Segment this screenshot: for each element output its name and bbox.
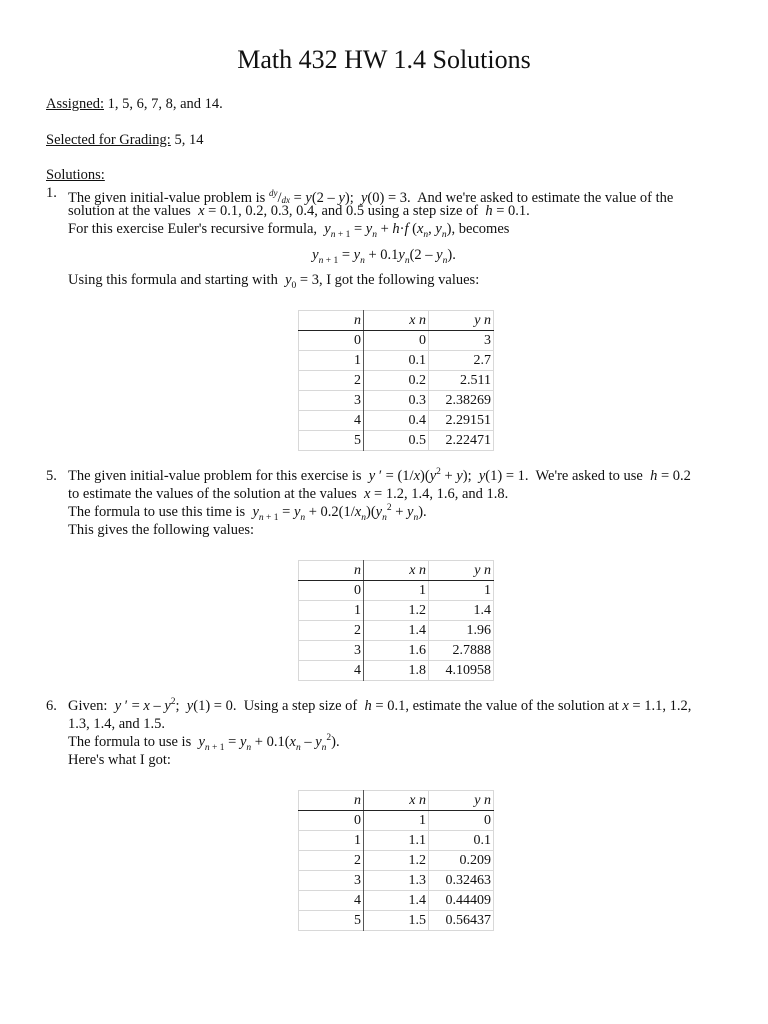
table-row bbox=[299, 581, 494, 601]
cell-n: 5 bbox=[299, 431, 364, 451]
cell-x: 1.4 bbox=[364, 621, 429, 641]
cell-n: 3 bbox=[299, 641, 364, 661]
cell-y: 0.1 bbox=[429, 831, 494, 851]
cell-y: 1.96 bbox=[429, 621, 494, 641]
cell-y: 2.29151 bbox=[429, 411, 494, 431]
problem-5-table bbox=[298, 560, 494, 681]
problem-1-formula: $y_{n + 1} = y_n + 0.1y_n(2 - y_n)$. bbox=[312, 247, 456, 266]
problem-1-line-2: solution at the values x = 0.1, 0.2, 0.3, 0.4, and 0.5 using a step size of h = 0.1. bbox=[68, 203, 530, 219]
table-row bbox=[299, 641, 494, 661]
assigned-line bbox=[46, 95, 223, 113]
cell-x: 1.2 bbox=[364, 601, 429, 621]
page-title: Math 432 HW 1.4 Solutions bbox=[237, 45, 531, 74]
table-row bbox=[299, 331, 494, 351]
problem-5-line-4: This gives the following values: bbox=[68, 522, 255, 538]
solutions-heading: Solutions: bbox=[46, 167, 105, 183]
table-row bbox=[299, 371, 494, 391]
cell-y: 2.22471 bbox=[429, 431, 494, 451]
problem-1-number: 1. bbox=[46, 185, 57, 201]
cell-x: 0.1 bbox=[364, 351, 429, 371]
header-yn: y n bbox=[429, 791, 494, 811]
cell-x: 1 bbox=[364, 811, 429, 831]
cell-n: 0 bbox=[299, 331, 364, 351]
problem-5-number: 5. bbox=[46, 468, 57, 484]
cell-n: 4 bbox=[299, 661, 364, 681]
header-n: n bbox=[299, 791, 364, 811]
grading-line bbox=[46, 131, 203, 149]
cell-n: 0 bbox=[299, 811, 364, 831]
cell-n: 1 bbox=[299, 831, 364, 851]
cell-y: 0.44409 bbox=[429, 891, 494, 911]
cell-x: 1.8 bbox=[364, 661, 429, 681]
cell-n: 0 bbox=[299, 581, 364, 601]
cell-y: 2.38269 bbox=[429, 391, 494, 411]
cell-y: 1.4 bbox=[429, 601, 494, 621]
cell-n: 3 bbox=[299, 391, 364, 411]
assigned-value: 1, 5, 6, 7, 8, and 14. bbox=[104, 96, 223, 112]
problem-5-line-2: to estimate the values of the solution at the values x = 1.2, 1.4, 1.6, and 1.8. bbox=[68, 486, 509, 502]
table-row bbox=[299, 831, 494, 851]
cell-x: 1.6 bbox=[364, 641, 429, 661]
cell-x: 1.1 bbox=[364, 831, 429, 851]
table-row bbox=[299, 351, 494, 371]
cell-x: 1 bbox=[364, 581, 429, 601]
cell-y: 0.209 bbox=[429, 851, 494, 871]
problem-6-line-1: Given: y ′ = x – $y^2$; y(1) = 0. Using a step size of h = 0.1, estimate the value of the solution at x = 1.1, 1.2, bbox=[68, 697, 692, 714]
header-yn: y n bbox=[429, 311, 494, 331]
cell-x: 1.4 bbox=[364, 891, 429, 911]
problem-1-line-1: The given initial-value problem is $^{dy}$/dx = y(2 – y); y(0) = 3. And we're asked to estimate the value of the bbox=[68, 188, 674, 206]
cell-x: 0.4 bbox=[364, 411, 429, 431]
problem-1-line-3: For this exercise Euler's recursive formula, $y_{n + 1} = y_n + h\cdot f$ ($x_n$, $y_n$), becomes bbox=[68, 221, 510, 240]
table-row bbox=[299, 891, 494, 911]
table-row bbox=[299, 911, 494, 931]
cell-x: 1.5 bbox=[364, 911, 429, 931]
header-xn: x n bbox=[364, 561, 429, 581]
cell-n: 2 bbox=[299, 851, 364, 871]
header-n: n bbox=[299, 561, 364, 581]
cell-n: 4 bbox=[299, 891, 364, 911]
cell-y: 0 bbox=[429, 811, 494, 831]
problem-5-line-3: The formula to use this time is $y_{n + 1} = y_n + 0.2(1/x_n)(y_n^2 + y_n)$. bbox=[68, 503, 427, 523]
problem-5-line-1: The given initial-value problem for this exercise is y ′ = $(1/x)(y^2 + y)$; y(1) = 1. We're asked to use h = 0.2 bbox=[68, 467, 691, 484]
table-row bbox=[299, 411, 494, 431]
cell-y: 4.10958 bbox=[429, 661, 494, 681]
table-row bbox=[299, 811, 494, 831]
header-yn: y n bbox=[429, 561, 494, 581]
cell-n: 1 bbox=[299, 351, 364, 371]
header-n: n bbox=[299, 311, 364, 331]
table-row bbox=[299, 621, 494, 641]
cell-x: 0 bbox=[364, 331, 429, 351]
cell-y: 0.32463 bbox=[429, 871, 494, 891]
cell-y: 1 bbox=[429, 581, 494, 601]
grading-label: Selected for Grading: bbox=[46, 132, 171, 148]
table-row bbox=[299, 851, 494, 871]
problem-6-line-4: Here's what I got: bbox=[68, 752, 171, 768]
problem-1-table bbox=[298, 310, 494, 451]
cell-x: 0.2 bbox=[364, 371, 429, 391]
cell-x: 1.2 bbox=[364, 851, 429, 871]
table-row bbox=[299, 601, 494, 621]
problem-6-number: 6. bbox=[46, 698, 57, 714]
cell-y: 3 bbox=[429, 331, 494, 351]
cell-y: 2.7 bbox=[429, 351, 494, 371]
cell-x: 0.3 bbox=[364, 391, 429, 411]
header-xn: x n bbox=[364, 791, 429, 811]
table-row bbox=[299, 391, 494, 411]
table-row bbox=[299, 871, 494, 891]
cell-y: 2.7888 bbox=[429, 641, 494, 661]
cell-n: 4 bbox=[299, 411, 364, 431]
problem-1-line-4: Using this formula and starting with $y_0 = 3$, I got the following values: bbox=[68, 272, 480, 291]
cell-n: 3 bbox=[299, 871, 364, 891]
problem-6-table bbox=[298, 790, 494, 931]
header-xn: x n bbox=[364, 311, 429, 331]
cell-x: 0.5 bbox=[364, 431, 429, 451]
cell-x: 1.3 bbox=[364, 871, 429, 891]
cell-y: 2.511 bbox=[429, 371, 494, 391]
cell-n: 1 bbox=[299, 601, 364, 621]
table-row bbox=[299, 431, 494, 451]
cell-y: 0.56437 bbox=[429, 911, 494, 931]
grading-value: 5, 14 bbox=[170, 132, 204, 148]
problem-6-line-2: 1.3, 1.4, and 1.5. bbox=[68, 716, 166, 732]
assigned-label: Assigned: bbox=[46, 96, 104, 112]
problem-6-line-3: The formula to use is $y_{n + 1} = y_n + 0.1(x_n - y_n^2)$. bbox=[68, 733, 340, 753]
cell-n: 2 bbox=[299, 621, 364, 641]
cell-n: 2 bbox=[299, 371, 364, 391]
table-row bbox=[299, 661, 494, 681]
cell-n: 5 bbox=[299, 911, 364, 931]
